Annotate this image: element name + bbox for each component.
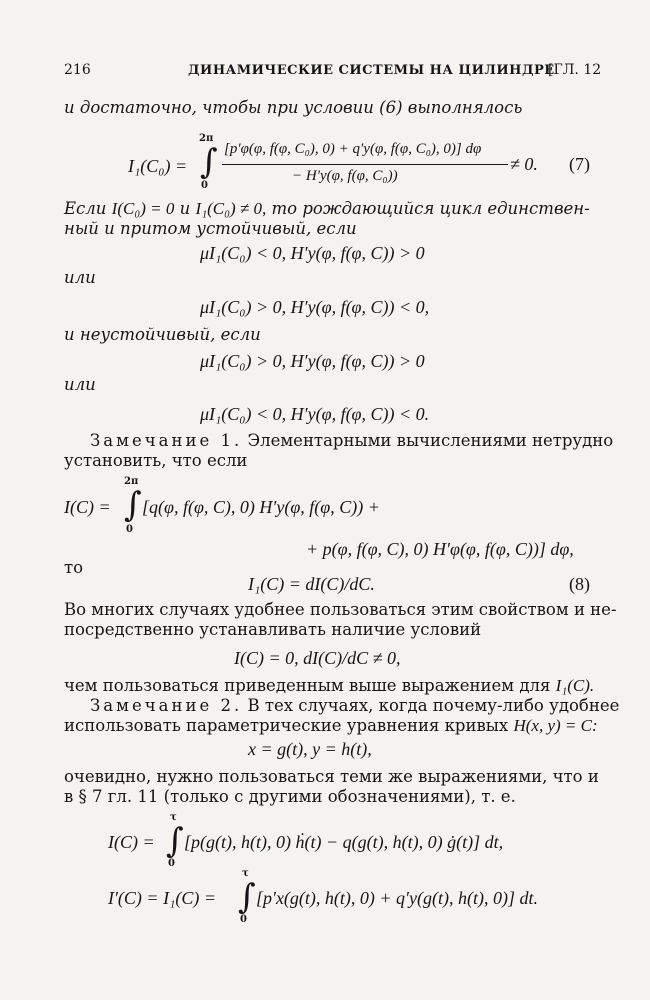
eq8-label: (8) <box>569 574 590 594</box>
text-line: Замечание 2. В тех случаях, когда почему-либо удобнее <box>90 696 620 715</box>
eq7-denominator: − H′y(φ, f(φ, C₀)) <box>292 168 398 184</box>
text-line: Замечание 1. Элементарными вычислениями нетрудно <box>90 431 614 450</box>
text-line: очевидно, нужно пользоваться теми же выражениями, что и <box>64 767 599 786</box>
eq7-lower-limit: 0 <box>201 180 208 191</box>
integral-sign: ∫ <box>200 142 218 182</box>
text-line: посредственно устанавливать наличие условий <box>64 620 482 639</box>
eq7-label: (7) <box>569 154 590 174</box>
text-line: чем пользоваться приведенным выше выражением для I₁(C). <box>64 676 595 695</box>
remark-title: Замечание 1. <box>90 431 243 450</box>
last2-body: [p′x(g(t), h(t), 0) + q′y(g(t), h(t), 0)] dt. <box>256 888 538 908</box>
text-line: или <box>64 268 96 287</box>
text-line: и неустойчивый, если <box>64 325 261 344</box>
eq7-upper-limit: 2π <box>199 133 214 144</box>
ic-lhs: I(C) = <box>64 497 111 517</box>
last1-upper-limit: τ <box>170 812 177 823</box>
conditions: I(C) = 0, dI(C)/dC ≠ 0, <box>234 648 401 668</box>
eq7-rhs: ≠ 0. <box>510 154 538 174</box>
inequality: μI₁(C₀) > 0, H′y(φ, f(φ, C)) < 0, <box>200 297 430 317</box>
parametric-equations: x = g(t), y = h(t), <box>248 739 372 759</box>
text-line: то <box>64 558 84 577</box>
ic-line2: + p(φ, f(φ, C), 0) H′φ(φ, f(φ, C))] dφ, <box>306 539 574 559</box>
remark-title: Замечание 2. <box>90 696 243 715</box>
ic-upper-limit: 2π <box>124 476 139 487</box>
ic-lower-limit: 0 <box>126 524 133 535</box>
ic-line1: [q(φ, f(φ, C), 0) H′y(φ, f(φ, C)) + <box>142 497 380 517</box>
integral-sign: ∫ <box>124 485 142 525</box>
text-line: установить, что если <box>64 451 248 470</box>
text-line: или <box>64 375 96 394</box>
text-line: в § 7 гл. 11 (только с другими обозначениями), т. е. <box>64 787 516 806</box>
last1-lower-limit: 0 <box>168 858 175 869</box>
eq8: I₁(C) = dI(C)/dC. <box>248 574 375 594</box>
text-line: Если I(C₀) = 0 и I₁(C₀) ≠ 0, то рождающийся цикл единствен- <box>64 199 590 218</box>
running-title: ДИНАМИЧЕСКИЕ СИСТЕМЫ НА ЦИЛИНДРЕ <box>188 63 555 78</box>
integral-sign: ∫ <box>166 821 184 861</box>
inequality: μI₁(C₀) < 0, H′y(φ, f(φ, C)) > 0 <box>200 243 425 263</box>
text-line: ный и притом устойчивый, если <box>64 219 357 238</box>
eq7-numerator: [p′φ(φ, f(φ, C₀), 0) + q′y(φ, f(φ, C₀), 0)] dφ <box>224 141 482 157</box>
eq7-lhs: I₁(C₀) = <box>128 156 188 176</box>
last2-lhs: I′(C) = I₁(C) = <box>108 888 216 908</box>
page-number: 216 <box>64 62 91 78</box>
fraction-bar <box>222 164 508 165</box>
last1-body: [p(g(t), h(t), 0) ḣ(t) − q(g(t), h(t), 0) ġ(t)] dt, <box>184 832 504 852</box>
integral-sign: ∫ <box>238 877 256 917</box>
chapter-label: [ГЛ. 12 <box>548 62 602 78</box>
text-line: и достаточно, чтобы при условии (6) выполнялось <box>64 98 523 117</box>
text-line: использовать параметрические уравнения кривых H(x, y) = C: <box>64 716 598 735</box>
last2-lower-limit: 0 <box>240 914 247 925</box>
last2-upper-limit: τ <box>242 868 249 879</box>
last1-lhs: I(C) = <box>108 832 155 852</box>
inequality: μI₁(C₀) < 0, H′y(φ, f(φ, C)) < 0. <box>200 404 430 424</box>
inequality: μI₁(C₀) > 0, H′y(φ, f(φ, C)) > 0 <box>200 351 425 371</box>
text-line: Во многих случаях удобнее пользоваться этим свойством и не- <box>64 600 617 619</box>
